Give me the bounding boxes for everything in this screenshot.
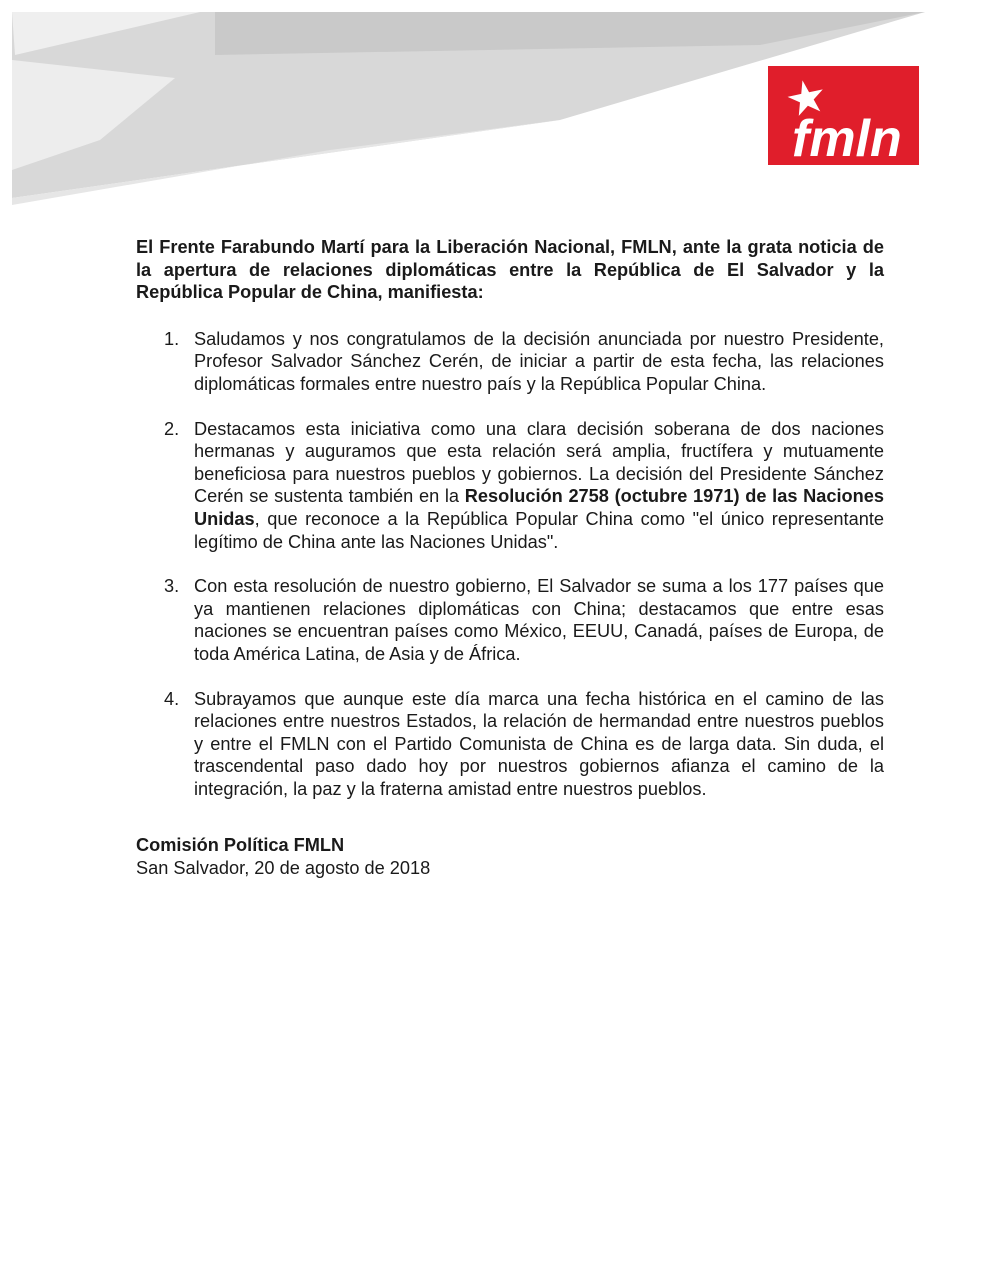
points-list (136, 328, 884, 801)
resolution-reference: Resolución 2758 (octubre 1971) de las Naciones Unidas (194, 486, 884, 529)
place-date: San Salvador, 20 de agosto de 2018 (136, 858, 431, 879)
item-text: Con esta resolución de nuestro gobierno, El Salvador se suma a los 177 países que ya mantienen relaciones diplomáticas con China; destacamos que entre esas naciones se encuentran países como México, EEUU, Canadá, países de Europa, de toda América Latina, de Asia y de África. (194, 576, 884, 664)
item-number: 2. (164, 418, 180, 439)
item-text: Saludamos y nos congratulamos de la decisión anunciada por nuestro Presidente, Profesor Salvador Sánchez Cerén, de iniciar a partir de esta fecha, las relaciones diplomáticas formales entre nuestro país y la República Popular China. (194, 328, 884, 394)
list-item (136, 328, 884, 396)
closing (136, 834, 884, 879)
item-number: 3. (164, 576, 180, 597)
statement (136, 236, 884, 880)
fmln-logo (768, 66, 919, 165)
list-item (136, 688, 884, 801)
list-item (136, 575, 884, 665)
item-number: 1. (164, 328, 180, 349)
item-text-post: , que reconoce a la República Popular China como "el único representante legítimo de China ante las Naciones Unidas". (194, 508, 884, 552)
item-number: 4. (164, 688, 180, 709)
list-item (136, 418, 884, 554)
signature: Comisión Política FMLN (136, 835, 345, 856)
intro-paragraph: El Frente Farabundo Martí para la Liberación Nacional, FMLN, ante la grata noticia de la apertura de relaciones diplomáticas entre la República de El Salvador y la República Popular de China, manifiesta: (136, 237, 884, 303)
item-text: Subrayamos que aunque este día marca una fecha histórica en el camino de las relaciones entre nuestros Estados, la relación de hermandad entre nuestros pueblos y entre el FMLN con el Partido Comunista de China es de larga data. Sin duda, el trascendental paso dado hoy por nuestros gobiernos afianza el camino de la integración, la paz y la fraterna amistad entre nuestros pueblos. (194, 688, 884, 799)
item-text-pre: Destacamos esta iniciativa como una clara decisión soberana de dos naciones hermanas y auguramos que esta relación será amplia, fructífera y mutuamente beneficiosa para nuestros pueblos y gobiernos. La decisión del Presidente Sánchez Cerén se sustenta también en la (194, 418, 884, 507)
logo-text: fmln (792, 110, 902, 165)
